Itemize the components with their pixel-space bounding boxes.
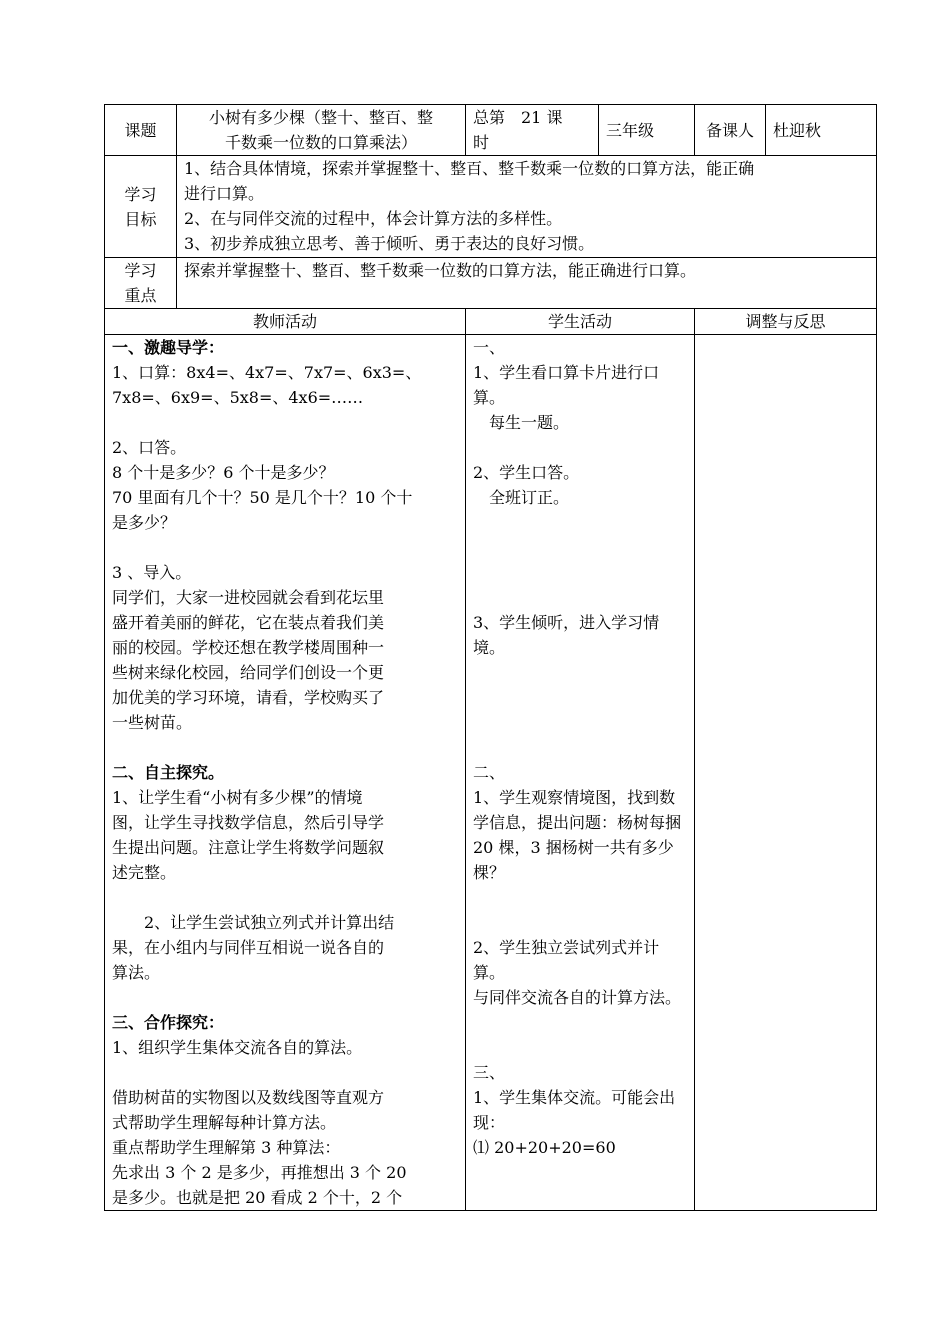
spacer: [112, 535, 458, 560]
teacher-line: 加优美的学习环境，请看，学校购买了: [112, 688, 385, 707]
student-line: ⑴ 20+20+20=60: [473, 1138, 616, 1157]
student-line: 与同伴交流各自的计算方法。: [473, 988, 682, 1007]
goal-line: 进行口算。: [184, 184, 265, 203]
reflection-header: 调整与反思: [695, 309, 877, 335]
student-line: 全班订正。: [473, 488, 570, 507]
spacer: [473, 535, 687, 560]
preparer-name: 杜迎秋: [766, 105, 877, 156]
spacer: [473, 1035, 687, 1060]
spacer: [473, 735, 687, 760]
focus-row: [105, 258, 877, 309]
teacher-line: 丽的校园。学校还想在教学楼周围种一: [112, 638, 385, 657]
teacher-line: 2、让学生尝试独立列式并计算出结: [112, 913, 395, 932]
goal-line: 2、在与同伴交流的过程中，体会计算方法的多样性。: [184, 209, 563, 228]
student-line: 2、学生独立尝试列式并计: [473, 938, 660, 957]
student-line: 棵？: [473, 863, 506, 882]
student-line: 3、学生倾听，进入学习情: [473, 613, 660, 632]
goals-row: [105, 156, 877, 258]
goals-label: [105, 156, 177, 258]
activity-row: [105, 335, 877, 1211]
teacher-activity-cell: [105, 335, 466, 1211]
spacer: [473, 660, 687, 685]
student-section-title: 三、: [473, 1063, 506, 1082]
teacher-activity-header: 教师活动: [105, 309, 466, 335]
teacher-line: 3 、导入。: [112, 563, 192, 582]
teacher-line: 果，在小组内与同伴互相说一说各自的: [112, 938, 385, 957]
student-line: 境。: [473, 638, 506, 657]
header-row: [105, 105, 877, 156]
spacer: [473, 685, 687, 710]
teacher-section-title: 一、激趣导学：: [112, 338, 225, 357]
topic-label: 课题: [105, 105, 177, 156]
teacher-line: 1、口算：8x4=、4x7=、7x7=、6x3=、: [112, 363, 422, 382]
spacer: [473, 1010, 687, 1035]
teacher-line: 些树来绿化校园，给同学们创设一个更: [112, 663, 385, 682]
teacher-section-title: 三、合作探究：: [112, 1013, 225, 1032]
student-line: 1、学生集体交流。可能会出: [473, 1088, 676, 1107]
goals-content: [177, 156, 877, 258]
period-line-1: 总第 21 课: [473, 108, 563, 127]
teacher-line: 70 里面有几个十？50 是几个十？10 个十: [112, 488, 413, 507]
teacher-line: 8 个十是多少？6 个十是多少？: [112, 463, 335, 482]
goal-line: 1、结合具体情境，探索并掌握整十、整百、整千数乘一位数的口算方法，能正确: [184, 159, 755, 178]
teacher-line: 先求出 3 个 2 是多少，再推想出 3 个 20: [112, 1163, 407, 1182]
focus-label: [105, 258, 177, 309]
spacer: [112, 985, 458, 1010]
focus-label-line-1: 学习: [124, 261, 157, 280]
goals-label-line-2: 目标: [124, 209, 157, 229]
student-section-title: 二、: [473, 763, 506, 782]
spacer: [473, 710, 687, 735]
spacer: [112, 410, 458, 435]
spacer: [473, 560, 687, 585]
teacher-line: 生提出问题。注意让学生将数学问题叙: [112, 838, 385, 857]
student-line: 学信息，提出问题：杨树每捆: [473, 813, 682, 832]
spacer: [112, 885, 458, 910]
period-cell: [466, 105, 599, 156]
teacher-line: 是多少？: [112, 513, 177, 532]
period-line-2: 时: [473, 133, 490, 152]
student-activity-cell: [466, 335, 695, 1211]
spacer: [473, 585, 687, 610]
student-line: 算。: [473, 388, 506, 407]
student-section-title: 一、: [473, 338, 506, 357]
spacer: [473, 885, 687, 910]
teacher-line: 式帮助学生理解每种计算方法。: [112, 1113, 337, 1132]
student-line: 1、学生看口算卡片进行口: [473, 363, 660, 382]
spacer: [473, 510, 687, 535]
teacher-line: 1、让学生看“小树有多少棵”的情境: [112, 788, 363, 807]
student-line: 20 棵，3 捆杨树一共有多少: [473, 838, 674, 857]
spacer: [473, 435, 687, 460]
student-line: 算。: [473, 963, 506, 982]
teacher-section-title: 二、自主探究。: [112, 763, 225, 782]
topic-cell: [177, 105, 466, 156]
student-activity-header: 学生活动: [466, 309, 695, 335]
reflection-cell[interactable]: [695, 335, 877, 1211]
teacher-line: 1、组织学生集体交流各自的算法。: [112, 1038, 363, 1057]
student-line: 1、学生观察情境图，找到数: [473, 788, 676, 807]
teacher-line: 同学们，大家一进校园就会看到花坛里: [112, 588, 385, 607]
teacher-line: 述完整。: [112, 863, 177, 882]
student-line: 每生一题。: [473, 413, 570, 432]
teacher-line: 借助树苗的实物图以及数线图等直观方: [112, 1088, 385, 1107]
goals-label-line-1: 学习: [124, 184, 157, 204]
teacher-line: 算法。: [112, 963, 161, 982]
focus-content: 探索并掌握整十、整百、整千数乘一位数的口算方法，能正确进行口算。: [177, 258, 877, 309]
spacer: [473, 910, 687, 935]
teacher-line: 是多少。也就是把 20 看成 2 个十，2 个: [112, 1188, 403, 1207]
student-line: 2、学生口答。: [473, 463, 580, 482]
preparer-label: 备课人: [695, 105, 766, 156]
topic-line-2: 千数乘一位数的口算乘法）: [224, 133, 417, 152]
spacer: [112, 1060, 458, 1085]
lesson-plan-table: [104, 104, 877, 1211]
teacher-line: 一些树苗。: [112, 713, 193, 732]
teacher-line: 7x8=、6x9=、5x8=、4x6=……: [112, 388, 364, 407]
teacher-line: 重点帮助学生理解第 3 种算法：: [112, 1138, 341, 1157]
teacher-line: 2、口答。: [112, 438, 187, 457]
teacher-line: 图，让学生寻找数学信息，然后引导学: [112, 813, 385, 832]
goal-line: 3、初步养成独立思考、善于倾听、勇于表达的良好习惯。: [184, 234, 595, 253]
topic-line-1: 小树有多少棵（整十、整百、整: [208, 108, 433, 127]
focus-label-line-2: 重点: [124, 286, 157, 305]
grade-cell: 三年级: [599, 105, 695, 156]
student-line: 现：: [473, 1113, 506, 1132]
spacer: [112, 735, 458, 760]
teacher-line: 盛开着美丽的鲜花，它在装点着我们美: [112, 613, 385, 632]
column-header-row: [105, 309, 877, 335]
